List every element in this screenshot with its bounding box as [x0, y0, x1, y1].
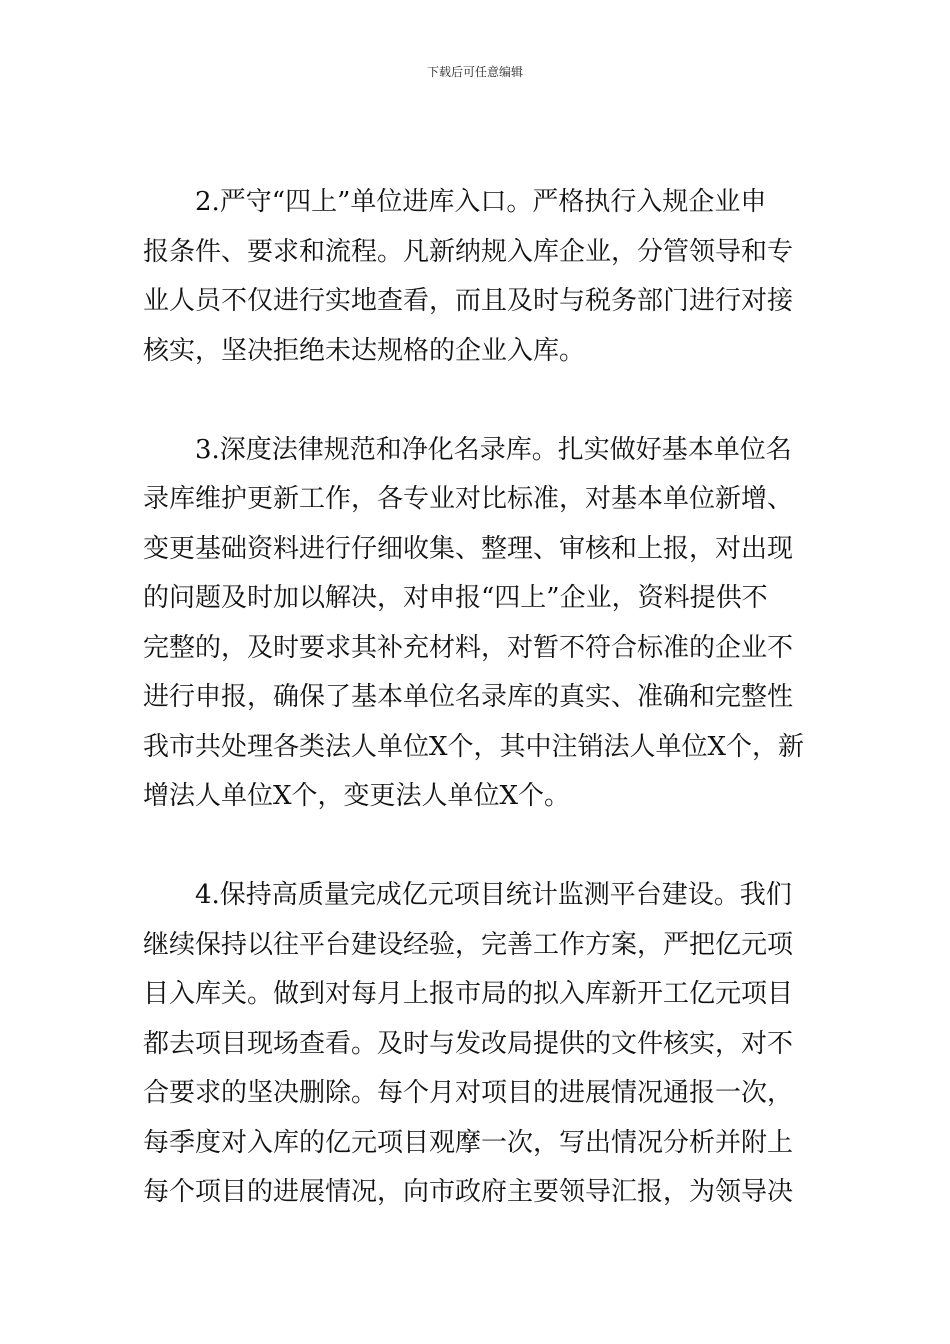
paragraph-line: 3.深度法律规范和净化名录库。扎实做好基本单位名 [195, 434, 792, 465]
paragraph-line: 目入库关。做到对每月上报市局的拟入库新开工亿元项目 [143, 979, 794, 1009]
page-header: 下载后可任意编辑 [426, 65, 523, 79]
paragraph-line: 增法人单位X个，变更法人单位X个。 [143, 781, 571, 811]
paragraph-line: 每个项目的进展情况，向市政府主要领导汇报，为领导决 [143, 1177, 794, 1207]
paragraph-line: 的问题及时加以解决，对申报“四上”企业，资料提供不 [143, 583, 768, 613]
paragraph-3 [143, 426, 813, 822]
paragraph-line: 继续保持以往平台建设经验，完善工作方案，严把亿元项 [143, 929, 794, 960]
paragraph-line: 每季度对入库的亿元项目观摩一次，写出情况分析并附上 [143, 1127, 794, 1158]
paragraph-gap [143, 376, 813, 426]
paragraph-line: 我市共处理各类法人单位X个，其中注销法人单位X个，新 [143, 731, 805, 762]
paragraph-2 [143, 178, 813, 376]
paragraph-line: 完整的，及时要求其补充材料，对暂不符合标准的企业不 [143, 632, 794, 663]
paragraph-line: 变更基础资料进行仔细收集、整理、审核和上报，对出现 [143, 533, 794, 564]
paragraph-gap [143, 822, 813, 872]
paragraph-4 [143, 871, 813, 1218]
paragraph-line: 核实，坚决拒绝未达规格的企业入库。 [143, 335, 586, 366]
paragraph-line: 业人员不仅进行实地查看，而且及时与税务部门进行对接 [143, 286, 794, 316]
paragraph-line: 录库维护更新工作，各专业对比标准，对基本单位新增、 [143, 484, 794, 514]
paragraph-line: 进行申报，确保了基本单位名录库的真实、准确和完整性 [143, 682, 794, 712]
paragraph-line: 都去项目现场查看。及时与发改局提供的文件核实，对不 [143, 1028, 794, 1059]
paragraph-line: 报条件、要求和流程。凡新纳规入库企业，分管领导和专 [143, 236, 794, 267]
document-body [143, 178, 813, 1218]
paragraph-line: 合要求的坚决删除。每个月对项目的进展情况通报一次， [143, 1078, 794, 1108]
paragraph-line: 2.严守“四上”单位进库入口。严格执行入规企业申 [195, 187, 767, 217]
paragraph-line: 4.保持高质量完成亿元项目统计监测平台建设。我们 [195, 880, 792, 910]
